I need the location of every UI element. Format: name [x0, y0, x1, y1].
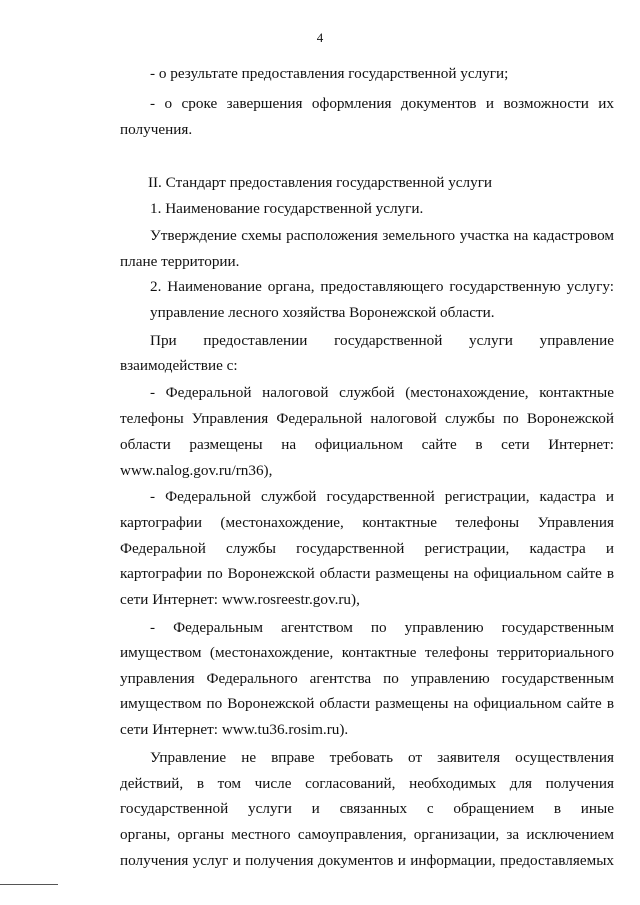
- text-line: картографии по Воронежской области размещены на официальном сайте в: [120, 565, 614, 582]
- text-line: При предоставлении государственной услуги управление: [150, 332, 614, 349]
- text-line: телефоны Управления Федеральной налоговой службы по Воронежской: [120, 410, 614, 427]
- text-line: www.nalog.gov.ru/rn36),: [120, 462, 273, 479]
- text-line: картографии (местонахождение, контактные телефоны Управления: [120, 514, 614, 531]
- text-line: сети Интернет: www.rosreestr.gov.ru),: [120, 591, 360, 608]
- text-line: имуществом (местонахождение, контактные телефоны территориального: [120, 644, 614, 661]
- text-line: получения услуг и получения документов и информации, предоставляемых: [120, 852, 614, 869]
- text-line: органы, органы местного самоуправления, организации, за исключением: [120, 826, 614, 843]
- text-line: сети Интернет: www.tu36.rosim.ru).: [120, 721, 349, 738]
- text-line: - о результате предоставления государственной услуги;: [150, 65, 509, 82]
- text-line: 2. Наименование органа, предоставляющего государственную услугу:: [150, 278, 614, 295]
- scan-edge-mark: [0, 884, 58, 885]
- text-line: действий, в том числе согласований, необходимых для получения: [120, 775, 614, 792]
- text-line: - Федеральной налоговой службой (местонахождение, контактные: [150, 384, 614, 401]
- text-line: управления Федерального агентства по управлению государственным: [120, 670, 614, 687]
- text-line: взаимодействие с:: [120, 357, 238, 374]
- text-line: Управление не вправе требовать от заявителя осуществления: [150, 749, 614, 766]
- text-line: - о сроке завершения оформления документов и возможности их: [150, 95, 614, 112]
- text-line: - Федеральной службой государственной регистрации, кадастра и: [150, 488, 614, 505]
- text-line: имуществом по Воронежской области размещены на официальном сайте в: [120, 695, 614, 712]
- text-line: Федеральной службы государственной регистрации, кадастра и: [120, 540, 614, 557]
- text-line: государственной услуги и связанных с обращением в иные: [120, 800, 614, 817]
- text-line: 1. Наименование государственной услуги.: [150, 200, 424, 217]
- text-line: плане территории.: [120, 253, 240, 270]
- text-line: Утверждение схемы расположения земельного участка на кадастровом: [150, 227, 614, 244]
- section-heading: II. Стандарт предоставления государственной услуги: [147, 174, 493, 191]
- text-line: управление лесного хозяйства Воронежской области.: [150, 304, 495, 321]
- text-line: - Федеральным агентством по управлению государственным: [150, 619, 614, 636]
- page-number: 4: [316, 30, 324, 45]
- text-line: получения.: [120, 121, 193, 138]
- text-line: области размещены на официальном сайте в сети Интернет:: [120, 436, 614, 453]
